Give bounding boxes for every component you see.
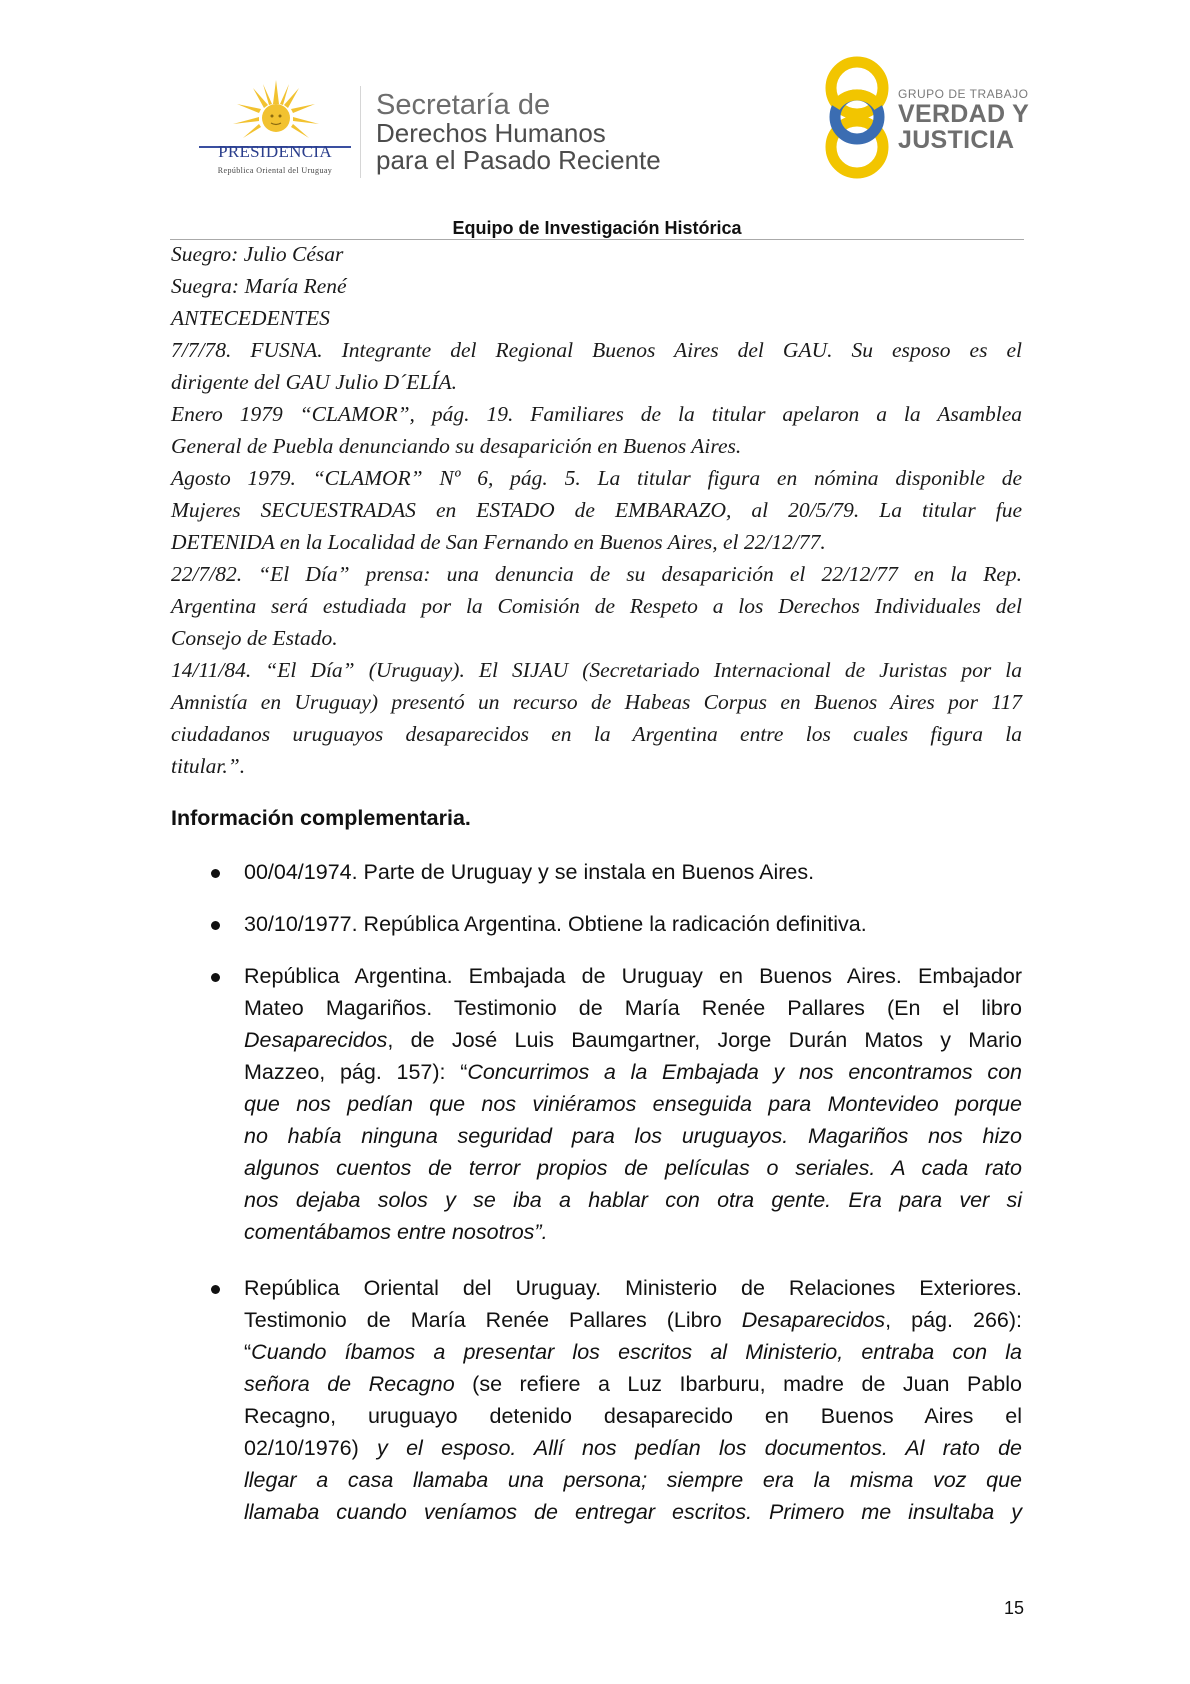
text-line	[244, 1304, 1022, 1336]
text-line: algunos cuentos de terror propios de películas o seriales. A cada rato	[244, 1156, 1022, 1180]
text-line	[244, 1432, 1022, 1464]
text-line: nos dejaba solos y se iba a hablar con otra gente. Era para ver si	[244, 1188, 1022, 1212]
text-line: Recagno, uruguayo detenido desaparecido en Buenos Aires el	[244, 1404, 1022, 1428]
text-line	[244, 1056, 1022, 1088]
book-title: Desaparecidos	[244, 1028, 388, 1052]
bullet-dot-icon	[211, 869, 220, 878]
book-title: Desaparecidos	[741, 1308, 886, 1332]
text-line: Suegra: María René	[171, 274, 347, 298]
presidencia-title: PRESIDENCIA	[218, 142, 332, 161]
text-line	[244, 1336, 1022, 1368]
text-line: no había ninguna seguridad para los uruguayos. Magariños nos hizo	[244, 1124, 1022, 1148]
bullet-dot-icon	[211, 973, 220, 982]
text-line: 22/7/82. “El Día” prensa: una denuncia de su desaparición el 22/12/77 en la Rep.	[171, 562, 1022, 586]
team-title: Equipo de Investigación Histórica	[452, 218, 742, 238]
sun-icon	[231, 78, 321, 142]
text-line: 7/7/78. FUSNA. Integrante del Regional Buenos Aires del GAU. Su esposo es el	[171, 338, 1022, 362]
text-span: (se refiere a Luz Ibarburu, madre de Juan Pablo	[454, 1372, 1022, 1396]
text-line: que nos pedían que nos viniéramos enseguida para Montevideo porque	[244, 1092, 1022, 1116]
quote-span: y el esposo. Allí nos pedían los documentos. Al rato de	[377, 1436, 1022, 1460]
page-header	[0, 0, 1190, 240]
secretaria-line-1: Secretaría de	[376, 89, 551, 121]
text-line: República Argentina. Embajada de Uruguay en Buenos Aires. Embajador	[244, 964, 1022, 988]
text-span: , de José Luis Baumgartner, Jorge Durán Matos y Mario	[387, 1028, 1022, 1052]
text-line	[244, 1024, 1022, 1056]
rings-icon	[820, 55, 895, 180]
text-span: Mazzeo, pág. 157): “	[244, 1060, 468, 1084]
list-item-text	[244, 908, 1022, 940]
page-number: 15	[1004, 1598, 1025, 1618]
text-line	[244, 1368, 1022, 1400]
secretaria-line-2: Derechos Humanos	[376, 118, 606, 148]
justicia-label: JUSTICIA	[898, 126, 1015, 154]
text-line: dirigente del GAU Julio D´ELÍA.	[171, 370, 458, 394]
text-line: 14/11/84. “El Día” (Uruguay). El SIJAU (Secretariado Internacional de Juristas por la	[171, 658, 1022, 682]
text-line: ciudadanos uruguayos desaparecidos en la Argentina entre los cuales figura la	[171, 722, 1022, 746]
text-span: 02/10/1976)	[244, 1436, 378, 1460]
quote-span: señora de Recagno	[244, 1372, 455, 1396]
text-line: República Oriental del Uruguay. Ministerio de Relaciones Exteriores.	[244, 1276, 1022, 1300]
text-line: 30/10/1977. República Argentina. Obtiene la radicación definitiva.	[244, 912, 867, 936]
text-line: llegar a casa llamaba una persona; siempre era la misma voz que	[244, 1468, 1022, 1492]
text-line: Mateo Magariños. Testimonio de María Renée Pallares (En el libro	[244, 996, 1022, 1020]
text-line: Amnistía en Uruguay) presentó un recurso de Habeas Corpus en Buenos Aires por 117	[171, 690, 1022, 714]
secretaria-logo	[376, 90, 661, 174]
text-line: comentábamos entre nosotros”.	[244, 1220, 548, 1244]
verdad-justicia-text	[898, 87, 1029, 153]
text-line: Mujeres SECUESTRADAS en ESTADO de EMBARAZO, al 20/5/79. La titular fue	[171, 498, 1022, 522]
text-line: Argentina será estudiada por la Comisión de Respeto a los Derechos Individuales del	[171, 594, 1022, 618]
presidencia-subtitle: República Oriental del Uruguay	[217, 166, 333, 175]
text-line: General de Puebla denunciando su desaparición en Buenos Aires.	[171, 434, 742, 458]
text-span: , pág. 266):	[885, 1308, 1022, 1332]
text-line: Enero 1979 “CLAMOR”, pág. 19. Familiares de la titular apelaron a la Asamblea	[171, 402, 1022, 426]
quote-span: Concurrimos a la Embajada y nos encontramos con	[467, 1060, 1023, 1084]
grupo-label: GRUPO DE TRABAJO	[898, 87, 1029, 101]
text-line: Consejo de Estado.	[171, 626, 338, 650]
bullet-dot-icon	[211, 1285, 220, 1294]
text-span: Testimonio de María Renée Pallares (Libro	[244, 1308, 742, 1332]
list-item-text	[244, 856, 1022, 888]
text-line: Agosto 1979. “CLAMOR” Nº 6, pág. 5. La titular figura en nómina disponible de	[171, 466, 1022, 490]
verdad-label: VERDAD Y	[898, 100, 1030, 128]
presidencia-logo	[195, 78, 355, 183]
logo-divider	[360, 86, 361, 178]
text-line: DETENIDA en la Localidad de San Fernando en Buenos Aires, el 22/12/77.	[171, 530, 826, 554]
text-line: llamaba cuando veníamos de entregar escritos. Primero me insultaba y	[244, 1500, 1022, 1524]
text-span: “	[244, 1340, 252, 1364]
text-line: ANTECEDENTES	[171, 306, 330, 330]
text-line: Suegro: Julio César	[171, 242, 344, 266]
bullet-dot-icon	[211, 921, 220, 930]
section-title: Información complementaria.	[171, 806, 471, 830]
verdad-justicia-logo	[820, 55, 1030, 180]
text-line: 00/04/1974. Parte de Uruguay y se instala en Buenos Aires.	[244, 860, 815, 884]
text-line: titular.”.	[171, 754, 246, 778]
list-item-text	[244, 960, 1022, 1248]
quote-span: Cuando íbamos a presentar los escritos al Ministerio, entraba con la	[251, 1340, 1022, 1364]
secretaria-line-3: para el Pasado Reciente	[376, 145, 661, 175]
list-item-text	[244, 1272, 1022, 1528]
antecedentes-block	[171, 238, 1022, 782]
